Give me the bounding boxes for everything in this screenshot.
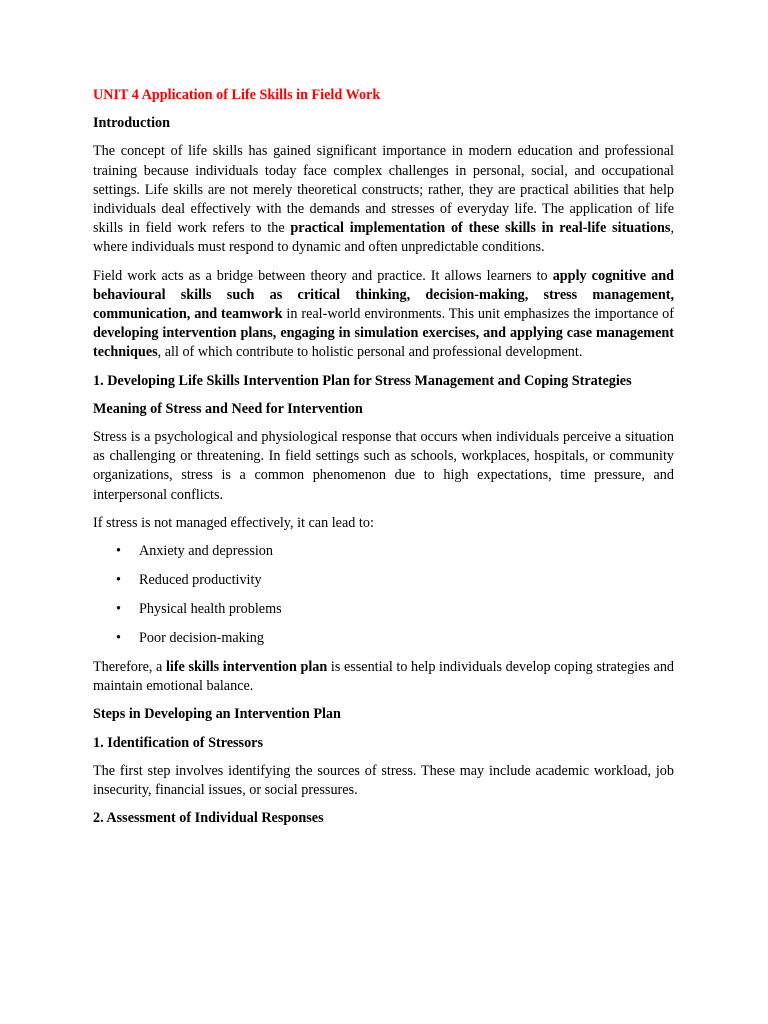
bullet-icon: • (116, 543, 121, 560)
intro-paragraph-2-text-a: Field work acts as a bridge between theory and practice. It allows learners to (93, 267, 553, 284)
intro-paragraph-2-text-b: in real-world environments. This unit emphasizes the importance of (282, 306, 674, 323)
intro-paragraph-1-text-b: , where individuals must respond to dynamic and often unpredictable conditions. (93, 220, 674, 256)
list-item (93, 629, 674, 648)
section-1-heading: 1. Developing Life Skills Intervention Plan for Stress Management and Coping Strategies (93, 372, 632, 389)
list-item-text: Reduced productivity (139, 572, 262, 589)
therefore-paragraph-text-a: Therefore, a (93, 659, 166, 676)
list-item (93, 542, 674, 561)
stress-consequences-list (93, 542, 674, 648)
list-item-text: Physical health problems (139, 601, 282, 618)
stress-paragraph: Stress is a psychological and physiological response that occurs when individuals perceive a situation as challenging or threatening. In field settings such as schools, workplaces, hospitals, or community organizations, stress is a common phenomenon due to high expectations, time pressure, and interpersonal conflicts. (93, 429, 674, 503)
bullet-icon: • (116, 630, 121, 647)
therefore-paragraph-text-b: is essential to help individuals develop coping strategies and maintain emotional balance. (93, 659, 675, 695)
step-1-heading: 1. Identification of Stressors (93, 734, 263, 751)
intro-paragraph-1-bold-a: practical implementation of these skills in real-life situations (290, 220, 671, 237)
intro-paragraph-2-text-c: , all of which contribute to holistic personal and professional development. (157, 344, 583, 361)
introduction-heading: Introduction (93, 115, 170, 132)
steps-heading: Steps in Developing an Intervention Plan (93, 706, 341, 723)
intro-paragraph-2-bold-a: apply cognitive and behavioural skills such as critical thinking, decision-making, stress management, communication, and teamwork (93, 267, 674, 323)
bullet-icon: • (116, 572, 121, 589)
list-item-text: Poor decision-making (139, 630, 264, 647)
unit-title: UNIT 4 Application of Life Skills in Field Work (93, 87, 381, 103)
intro-paragraph-2 (93, 267, 674, 363)
list-item-text: Anxiety and depression (139, 543, 273, 560)
intro-paragraph-2-bold-b: developing intervention plans, engaging in simulation exercises, and applying case management techniques (93, 325, 674, 361)
step-1-paragraph: The first step involves identifying the sources of stress. These may include academic workload, job insecurity, financial issues, or social pressures. (93, 762, 674, 799)
bullet-icon: • (116, 601, 121, 618)
intro-paragraph-1 (93, 142, 674, 257)
document-page (93, 86, 674, 837)
step-2-heading: 2. Assessment of Individual Responses (93, 810, 324, 827)
list-item (93, 600, 674, 619)
therefore-paragraph (93, 658, 674, 696)
therefore-paragraph-bold-a: life skills intervention plan (165, 659, 328, 676)
stress-meaning-heading: Meaning of Stress and Need for Intervention (93, 400, 363, 417)
intro-paragraph-1-text-a: The concept of life skills has gained significant importance in modern education and professional training because individuals today face complex challenges in personal, social, and occupational settings. Life skills are not merely theoretical constructs; rather, they are practical abilities that help individuals deal effectively with the demands and stresses of everyday life. The application of life skills in field work refers to the (93, 143, 674, 237)
list-item (93, 571, 674, 590)
stress-consequences-lead: If stress is not managed effectively, it can lead to: (93, 514, 374, 531)
